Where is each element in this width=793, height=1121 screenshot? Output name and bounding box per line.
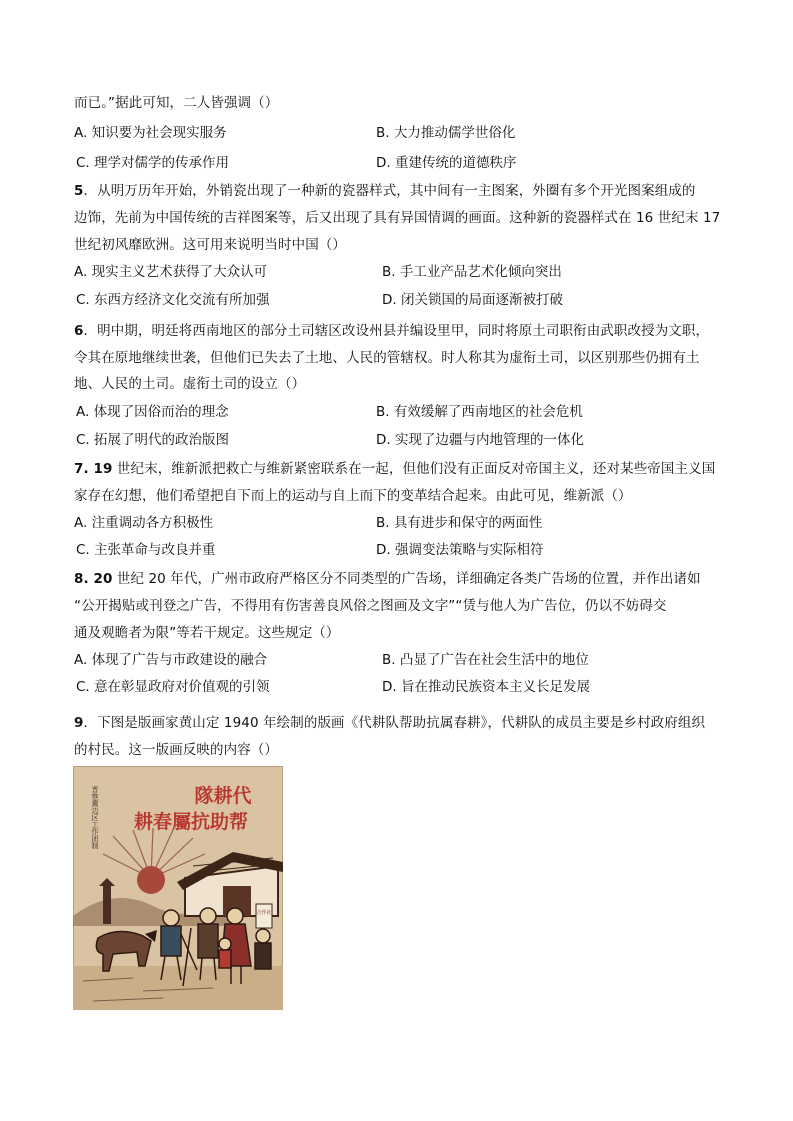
q5-number: 5 — [74, 183, 84, 199]
sun-icon — [137, 866, 165, 894]
q7-option-d: D. 强调变法策略与实际相符 — [376, 542, 544, 558]
svg-text:晋察冀边区工作团制: 晋察冀边区工作团制 — [91, 786, 99, 849]
q6-stem-line-3: 地、人民的土司。虚衔土司的设立（） — [74, 376, 306, 392]
q9-stem-line-1 — [74, 714, 705, 732]
q5-option-a: A. 现实主义艺术获得了大众认可 — [74, 264, 268, 280]
q7-option-a: A. 注重调动各方积极性 — [74, 515, 214, 531]
q7-option-c: C. 主张革命与改良并重 — [76, 542, 216, 558]
q6-option-d: D. 实现了边疆与内地管理的一体化 — [376, 432, 584, 448]
woodcut-title-line-2: 耕春屬抗助帮 — [133, 811, 249, 833]
woodcut-print-image — [73, 766, 283, 1010]
q6-option-b: B. 有效缓解了西南地区的社会危机 — [376, 404, 583, 420]
q9-text: ．下图是版画家黄山定 1940 年绘制的版画《代耕队帮助抗属春耕》，代耕队的成员主要是乡村政府组织 — [83, 715, 706, 731]
q4-option-d: D. 重建传统的道德秩序 — [376, 155, 517, 171]
q6-stem-line-2: 令其在原地继续世袭，但他们已失去了土地、人民的管辖权。时人称其为虚衔土司，以区别那些仍拥有土 — [74, 350, 700, 366]
q5-stem-line-1 — [74, 182, 696, 200]
q6-stem-line-1 — [74, 322, 709, 340]
q8-option-c: C. 意在彰显政府对价值观的引领 — [76, 679, 270, 695]
q8-option-d: D. 旨在推动民族资本主义长足发展 — [382, 679, 590, 695]
q8-number: 8. 20 — [74, 571, 113, 587]
q7-option-b: B. 具有进步和保守的两面性 — [376, 515, 543, 531]
q6-number: 6 — [74, 323, 84, 339]
q6-text: ．明中期，明廷将西南地区的部分土司辖区改设州县并编设里甲，同时将原土司职衔由武职改授为文职， — [83, 323, 710, 339]
q5-option-c: C. 东西方经济文化交流有所加强 — [76, 292, 270, 308]
q8-text: 世纪 20 年代，广州市政府严格区分不同类型的广告场，详细确定各类广告场的位置，并作出诸如 — [112, 571, 701, 587]
q5-option-b: B. 手工业产品艺术化倾向突出 — [382, 264, 562, 280]
q5-text: ．从明万历年开始，外销瓷出现了一种新的瓷器样式，其中间有一主图案，外圈有多个开光图案组成的 — [83, 183, 696, 199]
q4-option-c: C. 理学对儒学的传承作用 — [76, 155, 230, 171]
q7-stem-line-1 — [74, 460, 715, 478]
q7-text: 世纪末，维新派把救亡与维新紧密联系在一起，但他们没有正面反对帝国主义，还对某些帝国主义国 — [112, 461, 716, 477]
q6-option-c: C. 拓展了明代的政治版图 — [76, 432, 230, 448]
side-caption — [91, 786, 100, 850]
q4-option-a: A. 知识要为社会现实服务 — [74, 125, 227, 141]
woodcut-print-figure — [73, 766, 283, 1010]
q9-stem-line-2: 的村民。这一版画反映的内容（） — [74, 742, 278, 758]
woodcut-title-line-1: 隊耕代 — [194, 785, 252, 807]
q5-option-d: D. 闭关锁国的局面逐渐被打破 — [382, 292, 563, 308]
q6-option-a: A. 体现了因俗而治的理念 — [76, 404, 229, 420]
q8-stem-line-1 — [74, 570, 701, 588]
q5-stem-line-2: 边饰，先前为中国传统的吉祥图案等，后又出现了具有异国情调的画面。这种新的瓷器样式在 16 世纪末 17 — [74, 210, 721, 226]
q7-number: 7. 19 — [74, 461, 113, 477]
q8-stem-line-2: “公开揭贴或刊登之广告，不得用有伤害善良风俗之图画及文字”“赁与他人为广告位，仍以不妨碍交 — [74, 598, 667, 614]
q8-stem-line-3: 通及观瞻者为限”等若干规定。这些规定（） — [74, 625, 340, 641]
q9-number: 9 — [74, 715, 84, 731]
q4-option-b: B. 大力推动儒学世俗化 — [376, 125, 516, 141]
q5-stem-line-3: 世纪初风靡欧洲。这可用来说明当时中国（） — [74, 237, 346, 253]
shop-sign: 合作社 — [256, 910, 272, 916]
q4-stem-tail: 而已。”据此可知，二人皆强调（） — [74, 95, 279, 111]
q8-option-b: B. 凸显了广告在社会生活中的地位 — [382, 652, 589, 668]
q7-stem-line-2: 家存在幻想，他们希望把自下而上的运动与自上而下的变革结合起来。由此可见，维新派（） — [74, 488, 632, 504]
q8-option-a: A. 体现了广告与市政建设的融合 — [74, 652, 268, 668]
